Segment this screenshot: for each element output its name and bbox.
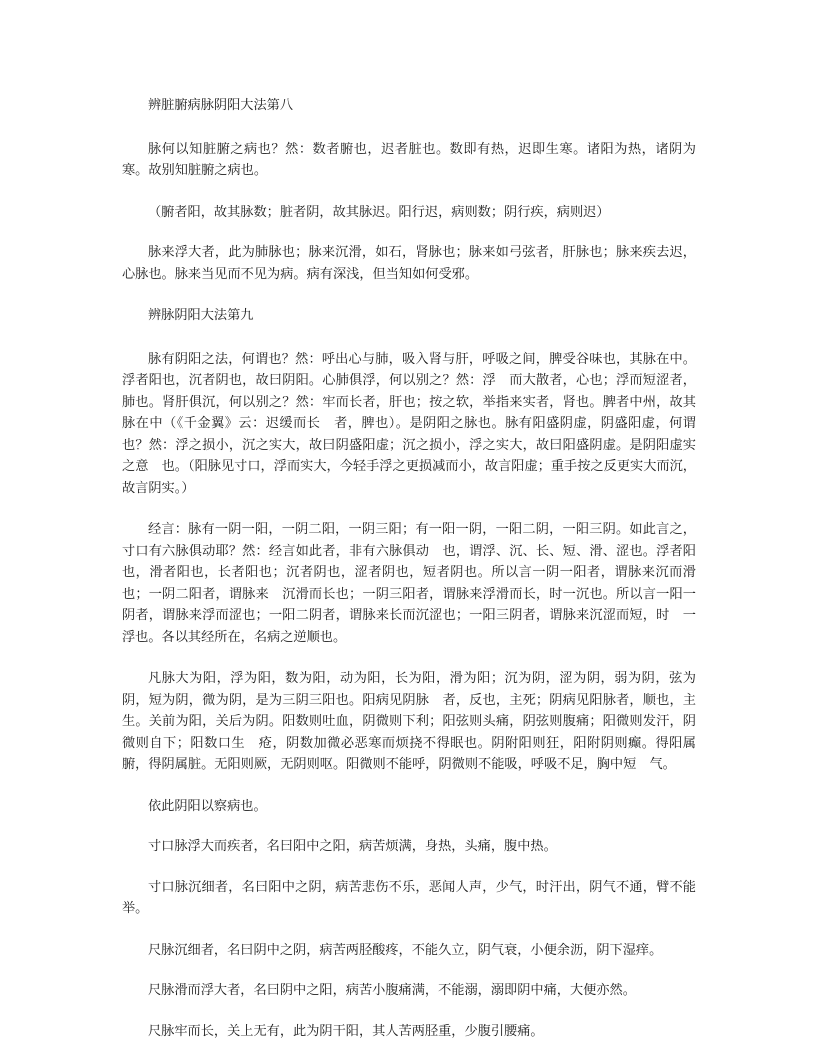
paragraph: 经言：脉有一阴一阳，一阴二阳，一阴三阳；有一阳一阴，一阳二阴，一阳三阴。如此言之，寸口有六脉俱动耶？然：经言如此者，非有六脉俱动 也，谓浮、沉、长、短、滑、涩也。浮者阳也，滑者阳也，长者阳也；沉者阴也，涩者阴也，短者阴也。所以言一阴一阳者，谓脉来沉而滑也；一阴二阳者，谓脉来 沉滑而长也；一阴三阳者，谓脉来浮滑而长，时一沉也。所以言一阳一阴者，谓脉来浮而涩也；一阳二阴者，谓脉来长而沉涩也；一阳三阴者，谓脉来沉涩而短，时 一浮也。各以其经所在，名病之逆顺也。 — [122, 522, 696, 645]
paragraph: 脉有阴阳之法，何谓也？然：呼出心与肺，吸入肾与肝，呼吸之间，脾受谷味也，其脉在中。浮者阳也，沉者阴也，故曰阴阳。心肺俱浮，何以别之？然：浮 而大散者，心也；浮而短涩者，肺也。肾肝俱沉，何以别之？然：牢而长者，肝也；按之软，举指来实者，肾也。脾者中州，故其脉在中（《千金翼》云：迟缓而长 者，脾也）。是阴阳之脉也。脉有阳盛阴虚，阴盛阳虚，何谓也？然：浮之损小，沉之实大，故曰阴盛阳虚；沉之损小，浮之实大，故曰阳盛阴虚。是阴阳虚实之意 也。（阳脉见寸口，浮而实大，今轻手浮之更损减而小，故言阳虚；重手按之反更实大而沉，故言阴实。） — [122, 351, 696, 496]
paragraph: 尺脉滑而浮大者，名曰阴中之阳，病苦小腹痛满，不能溺，溺即阴中痛，大便亦然。 — [148, 983, 636, 998]
paragraph: 尺脉沉细者，名曰阴中之阴，病苦两胫酸疼，不能久立，阴气衰，小便余沥，阴下湿痒。 — [148, 942, 663, 958]
paragraph: 寸口脉浮大而疾者，名曰阳中之阳，病苦烦满，身热，头痛，腹中热。 — [148, 839, 557, 854]
section-heading-8: 辨脏腑病脉阴阳大法第八 — [148, 98, 294, 113]
paragraph: 脉来浮大者，此为肺脉也；脉来沉滑，如石，肾脉也；脉来如弓弦者，肝脉也；脉来疾去迟，心脉也。脉来当见而不见为病。病有深浅，但当知如何受邪。 — [122, 245, 696, 282]
paragraph-annotation: （腑者阳，故其脉数；脏者阴，故其脉迟。阳行迟，病则数；阴行疾，病则迟） — [148, 204, 610, 220]
paragraph: 脉何以知脏腑之病也？然：数者腑也，迟者脏也。数即有热，迟即生寒。诸阳为热，诸阴为寒。故别知脏腑之病也。 — [122, 141, 696, 178]
paragraph: 尺脉牢而长，关上无有，此为阴干阳，其人苦两胫重，少腹引腰痛。 — [148, 1023, 544, 1039]
section-heading-9: 辨脉阴阳大法第九 — [148, 308, 254, 323]
paragraph: 寸口脉沉细者，名曰阳中之阴，病苦悲伤不乐，恶闻人声，少气，时汗出，阴气不通，臂不能举。 — [122, 879, 696, 916]
paragraph: 凡脉大为阳，浮为阳，数为阳，动为阳，长为阳，滑为阳；沉为阴，涩为阴，弱为阴，弦为阴，短为阴，微为阴，是为三阴三阳也。阳病见阴脉 者，反也，主死；阴病见阳脉者，顺也，主生。关前为阳，关后为阴。阳数则吐血，阴微则下利；阳弦则头痛，阴弦则腹痛；阳微则发汗，阴微则自下；阳数口生 疮，阴数加微必恶寒而烦挠不得眠也。阴附阳则狂，阳附阴则癫。得阳属腑，得阴属脏。无阳则厥，无阴则呕。阳微则不能呼，阴微则不能吸，呼吸不足，胸中短 气。 — [122, 671, 696, 772]
paragraph: 依此阴阳以察病也。 — [148, 798, 267, 814]
